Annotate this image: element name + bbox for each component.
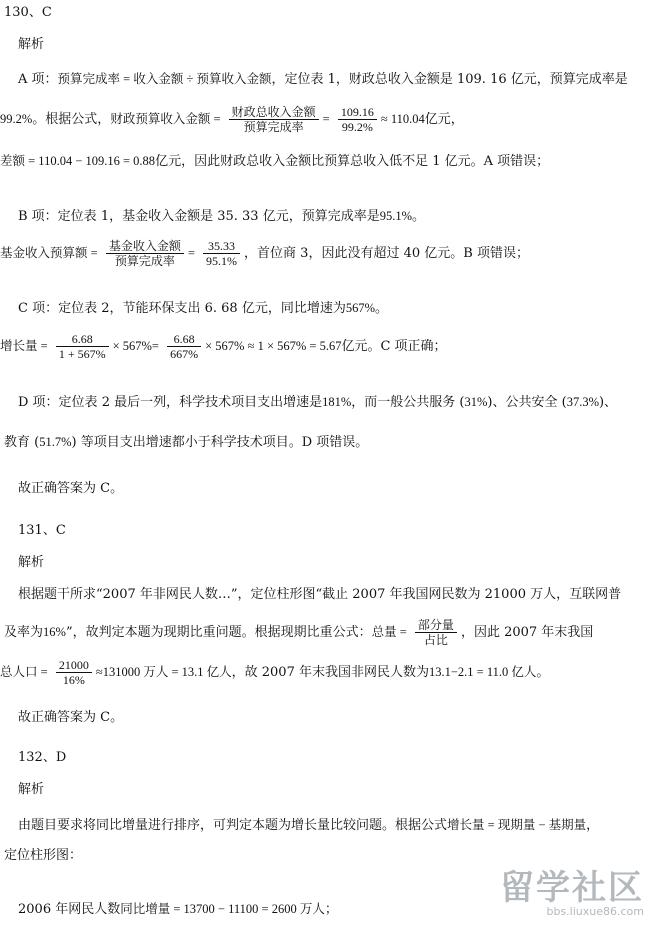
option-c-conclusion: 亿元。C 项正确； — [341, 339, 447, 354]
fiscal-fraction-1: $\frac{\text{财政总收入金额}}{\text{预算完成率}}$ — [229, 105, 319, 134]
q132-header: 132、D — [18, 750, 67, 765]
q131-answer: 故正确答案为 C。 — [18, 710, 124, 725]
q130-option-c-line1: C 项：定位表 2，节能环保支出 6. 68 亿元，同比增速为567%。 — [18, 301, 389, 316]
fund-fraction-2: $\frac{35.33}{95.1\%}$ — [203, 239, 240, 268]
watermark-url: bbs.liuxue86.com — [546, 905, 644, 918]
q130-option-b-line1: B 项：定位表 1，基金收入金额是 35. 33 亿元，预算完成率是95.1%。 — [18, 209, 426, 224]
q132-analysis-label: 解析 — [18, 782, 45, 797]
q130-option-a-line3 — [0, 152, 549, 171]
option-a-prefix: A 项： — [18, 72, 58, 87]
growth-result: × 567% ≈ 1 × 567% = 5.67 — [205, 339, 342, 353]
q131-line2: 及率为16%”，故判定本题为现期比重问题。根据现期比重公式：总量 = $\frac{\text{部分量}}{\text{占比}}$ ，因此 2007 年末我国 — [4, 618, 594, 647]
fund-completion-rate: 95.1% — [379, 209, 412, 223]
q130-option-a-line1 — [18, 70, 628, 89]
fiscal-result: ≈ 110.04 — [380, 112, 425, 126]
q130-option-d-line2: 教育 (51.7%) 等项目支出增速都小于科学技术项目。D 项错误。 — [4, 435, 369, 450]
fiscal-unit: 亿元， — [424, 112, 464, 127]
q131-analysis-label: 解析 — [18, 555, 45, 570]
q132-line3: 2006 年网民人数同比增量 = 13700 − 11100 = 2600 万人； — [18, 902, 338, 917]
q130-option-c-line2: 增长量 = $\frac{6.68}{1 + 567\%}$ × 567%= $\frac{6.68}{667\%}$ × 567% ≈ 1 × 567% = 5.67亿元。C 项正确； — [0, 332, 447, 361]
growth-amount-formula: 增长量 = 现期量 − 基期量 — [447, 818, 587, 832]
fund-budget-lhs: 基金收入预算额 = — [0, 246, 98, 260]
q131-line1: 根据题干所求“2007 年非网民人数…”，定位柱形图“截止 2007 年我国网民数为 21000 万人，互联网普 — [18, 587, 622, 602]
growth-lhs: 增长量 = — [0, 339, 48, 353]
option-a-text2: 。根据公式， — [32, 112, 111, 127]
penetration-rate: 16% — [43, 625, 66, 639]
q130-option-b-line2: 基金收入预算额 = $\frac{\text{基金收入金额}}{\text{预算完成率}}$ = $\frac{35.33}{95.1\%}$ ，首位商 3，因此没有超过 40 亿元。B 项错误； — [0, 239, 529, 268]
population-fraction: $\frac{21000}{16\%}$ — [56, 658, 92, 687]
growth-rate-value: 567% — [345, 301, 375, 315]
option-a-conclusion: 亿元，因此财政总收入金额比预算总收入低不足 1 亿元。A 项错误； — [155, 154, 550, 169]
proportion-fraction: $\frac{\text{部分量}}{\text{占比}}$ — [415, 618, 457, 647]
q131-line3: 总人口 = $\frac{21000}{16\%}$ ≈131000 万人 = 13.1 亿人，故 2007 年末我国非网民人数为13.1−2.1 = 11.0 亿人。 — [0, 658, 550, 687]
growth-fraction-1: $\frac{6.68}{1 + 567\%}$ — [56, 332, 109, 361]
q131-header: 131、C — [18, 523, 66, 538]
completion-rate-value: 99.2% — [0, 112, 33, 126]
fiscal-fraction-2: $\frac{109.16}{99.2\%}$ — [338, 105, 377, 134]
budget-completion-formula: 预算完成率 = 收入金额 ÷ 预算收入金额 — [57, 72, 272, 86]
difference-formula: 差额 = 110.04 − 109.16 = 0.88 — [0, 154, 156, 168]
q130-analysis-label: 解析 — [18, 37, 45, 52]
q130-option-a-line2: 99.2%。根据公式，财政预算收入金额 = $\frac{\text{财政总收入金额}}{\text{预算完成率}}$ = $\frac{109.16}{99.2\%}$ ≈ 110.04亿元， — [0, 105, 464, 134]
q132-line1: 由题目要求将同比增量进行排序，可判定本题为增长量比较问题。根据公式增长量 = 现期量 − 基期量， — [18, 818, 600, 833]
fiscal-budget-lhs: 财政预算收入金额 = — [110, 112, 221, 126]
watermark-logo: 留学社区 — [500, 868, 644, 908]
q130-option-d-line1: D 项：定位表 2 最后一列，科学技术项目支出增速是181%，而一般公共服务 (31%)、公共安全 (37.3%)、 — [18, 395, 618, 410]
q130-header: 130、C — [4, 5, 52, 20]
q130-answer: 故正确答案为 C。 — [18, 481, 124, 496]
growth-fraction-2: $\frac{6.68}{667\%}$ — [167, 332, 201, 361]
site-watermark — [500, 870, 644, 918]
fund-fraction-1: $\frac{\text{基金收入金额}}{\text{预算完成率}}$ — [106, 239, 184, 268]
option-a-text: ，定位表 1，财政总收入金额是 109. 16 亿元，预算完成率是 — [271, 72, 628, 87]
option-b-conclusion: ，首位商 3，因此没有超过 40 亿元。B 项错误； — [244, 246, 529, 261]
q132-line2: 定位柱形图： — [4, 848, 83, 863]
